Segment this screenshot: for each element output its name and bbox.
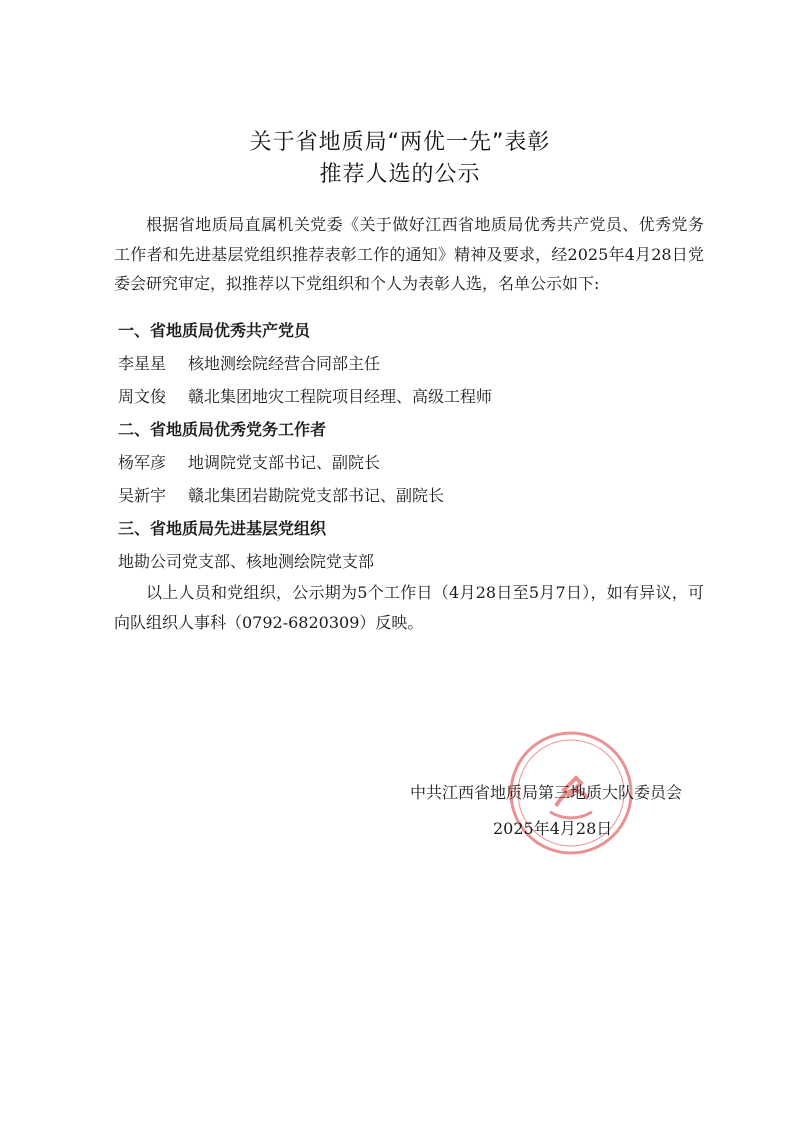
section-1-heading: 一、省地质局优秀共产党员: [118, 321, 311, 340]
nominee-name: 杨军彦: [118, 453, 167, 472]
nominee-name: 吴新宇: [118, 486, 167, 505]
nominee-row: [118, 450, 380, 473]
nominee-name: 周文俊: [118, 387, 167, 406]
nominee-position: 地调院党支部书记、副院长: [188, 453, 381, 472]
nominee-name: 李星星: [118, 354, 167, 373]
nominee-position: 赣北集团岩勘院党支部书记、副院长: [188, 486, 445, 505]
section-3-heading: 三、省地质局先进基层党组织: [118, 519, 327, 538]
signature-date: 2025年4月28日: [493, 819, 613, 838]
document-title-line2: 推荐人选的公示: [319, 162, 481, 187]
nominee-position: 赣北集团地灾工程院项目经理、高级工程师: [188, 387, 493, 406]
nominee-row: [118, 384, 492, 407]
section-2-heading: 二、省地质局优秀党务工作者: [118, 420, 327, 439]
nominee-row: [118, 483, 444, 506]
signature-organization: 中共江西省地质局第三地质大队委员会: [410, 783, 683, 802]
organization-list: 地勘公司党支部、核地测绘院党支部: [118, 552, 375, 571]
nominee-position: 核地测绘院经营合同部主任: [188, 354, 381, 373]
nominee-row: [118, 351, 380, 374]
intro-paragraph: 根据省地质局直属机关党委《关于做好江西省地质局优秀共产党员、优秀党务工作者和先进基层党组织推荐表彰工作的通知》精神及要求，经2025年4月28日党委会研究审定，拟推荐以下党组织和个人为表彰人选，名单公示如下:: [114, 215, 704, 293]
closing-paragraph: 以上人员和党组织，公示期为5个工作日（4月28日至5月7日），如有异议，可向队组织人事科（0792-6820309）反映。: [114, 583, 704, 632]
document-title-line1: 关于省地质局“两优一先”表彰: [249, 130, 551, 155]
